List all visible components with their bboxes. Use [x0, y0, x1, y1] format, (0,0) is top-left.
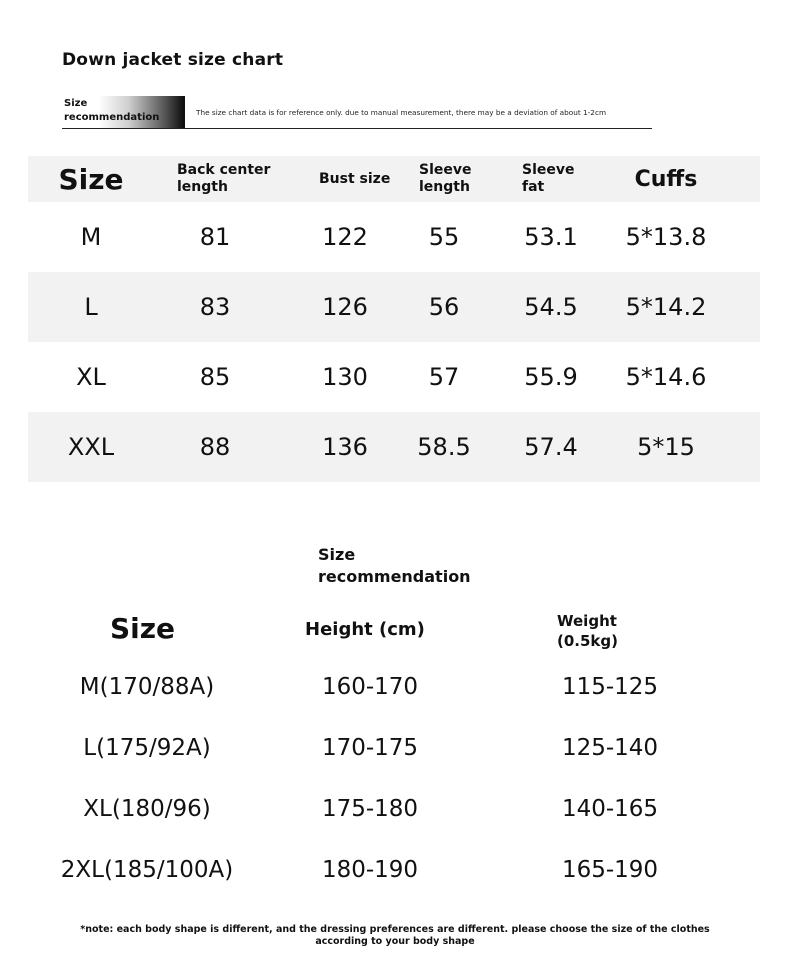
cell-size: XXL: [67, 433, 115, 461]
header-bust-size: Bust size: [319, 170, 391, 187]
header-size: Size: [58, 162, 124, 196]
cell-size: L: [84, 293, 98, 321]
cell-fat: 55.9: [524, 363, 578, 391]
header-cuffs: Cuffs: [634, 166, 698, 192]
banner-tag-line1: Size: [64, 98, 88, 109]
cell-bust: 130: [322, 363, 368, 391]
cell-fat: 53.1: [524, 223, 578, 251]
cell-bust: 122: [322, 223, 368, 251]
table-row: [28, 272, 760, 342]
recommendation-cell-size: M(170/88A): [79, 674, 215, 700]
header-fat-line2: fat: [522, 179, 545, 195]
cell-sleeve: 57: [428, 363, 460, 391]
cell-back: 83: [199, 293, 231, 321]
recommendation-cell-weight: 125-140: [561, 735, 659, 761]
cell-bust: 126: [322, 293, 368, 321]
size-chart-table: [28, 156, 760, 482]
recommendation-header-weight-line1: Weight: [557, 612, 617, 630]
recommendation-cell-size: L(175/92A): [83, 735, 211, 761]
recommendation-cell-height: 170-175: [321, 735, 419, 761]
cell-cuffs: 5*14.2: [625, 293, 707, 321]
footnote: [40, 924, 750, 948]
recommendation-cell-weight: 140-165: [561, 796, 659, 822]
cell-back: 88: [199, 433, 231, 461]
recommendation-row: [0, 857, 790, 889]
cell-back: 81: [199, 223, 231, 251]
header-sleeve-length: [419, 156, 499, 202]
cell-back: 85: [199, 363, 231, 391]
recommendation-title-line1: Size: [318, 545, 356, 564]
banner-tag: [62, 96, 185, 128]
recommendation-title-line2: recommendation: [318, 567, 471, 586]
footnote-line2: according to your body shape: [315, 936, 475, 947]
footnote-line1: *note: each body shape is different, and the dressing preferences are different. please choose the size of the clothes: [80, 924, 710, 935]
header-back-center-length: [177, 156, 297, 202]
cell-cuffs: 5*13.8: [625, 223, 707, 251]
cell-sleeve: 56: [428, 293, 460, 321]
page-title: Down jacket size chart: [62, 50, 284, 70]
recommendation-header-size: Size: [110, 612, 176, 645]
recommendation-row: [0, 674, 790, 706]
table-header-row: [28, 156, 760, 202]
recommendation-cell-size: XL(180/96): [83, 796, 211, 822]
header-back-line1: Back center: [177, 162, 271, 178]
banner-note: The size chart data is for reference only. due to manual measurement, there may be a deviation of about 1-2cm: [196, 108, 607, 117]
size-recommendation-banner: [62, 96, 652, 130]
recommendation-cell-weight: 165-190: [561, 857, 659, 883]
recommendation-cell-height: 160-170: [321, 674, 419, 700]
header-sleeve-line2: length: [419, 179, 470, 195]
recommendation-title: [318, 544, 471, 588]
recommendation-header-height: Height (cm): [305, 619, 425, 640]
cell-sleeve: 55: [428, 223, 460, 251]
recommendation-header-weight-line2: (0.5kg): [557, 632, 618, 650]
cell-cuffs: 5*14.6: [625, 363, 707, 391]
recommendation-header-weight: [557, 611, 618, 651]
cell-fat: 57.4: [524, 433, 578, 461]
recommendation-row: [0, 735, 790, 767]
table-row: [28, 412, 760, 482]
table-row: [28, 202, 760, 272]
banner-divider: [62, 128, 652, 129]
cell-fat: 54.5: [524, 293, 578, 321]
banner-tag-line2: recommendation: [64, 112, 160, 123]
cell-bust: 136: [322, 433, 368, 461]
recommendation-cell-weight: 115-125: [561, 674, 659, 700]
cell-sleeve: 58.5: [417, 433, 471, 461]
header-fat-line1: Sleeve: [522, 162, 575, 178]
cell-size: M: [80, 223, 102, 251]
recommendation-row: [0, 796, 790, 828]
header-sleeve-line1: Sleeve: [419, 162, 472, 178]
cell-size: XL: [76, 363, 106, 391]
table-row: [28, 342, 760, 412]
header-sleeve-fat: [522, 156, 602, 202]
cell-cuffs: 5*15: [637, 433, 695, 461]
recommendation-cell-height: 175-180: [321, 796, 419, 822]
header-back-line2: length: [177, 179, 228, 195]
recommendation-cell-height: 180-190: [321, 857, 419, 883]
recommendation-cell-size: 2XL(185/100A): [60, 857, 234, 883]
